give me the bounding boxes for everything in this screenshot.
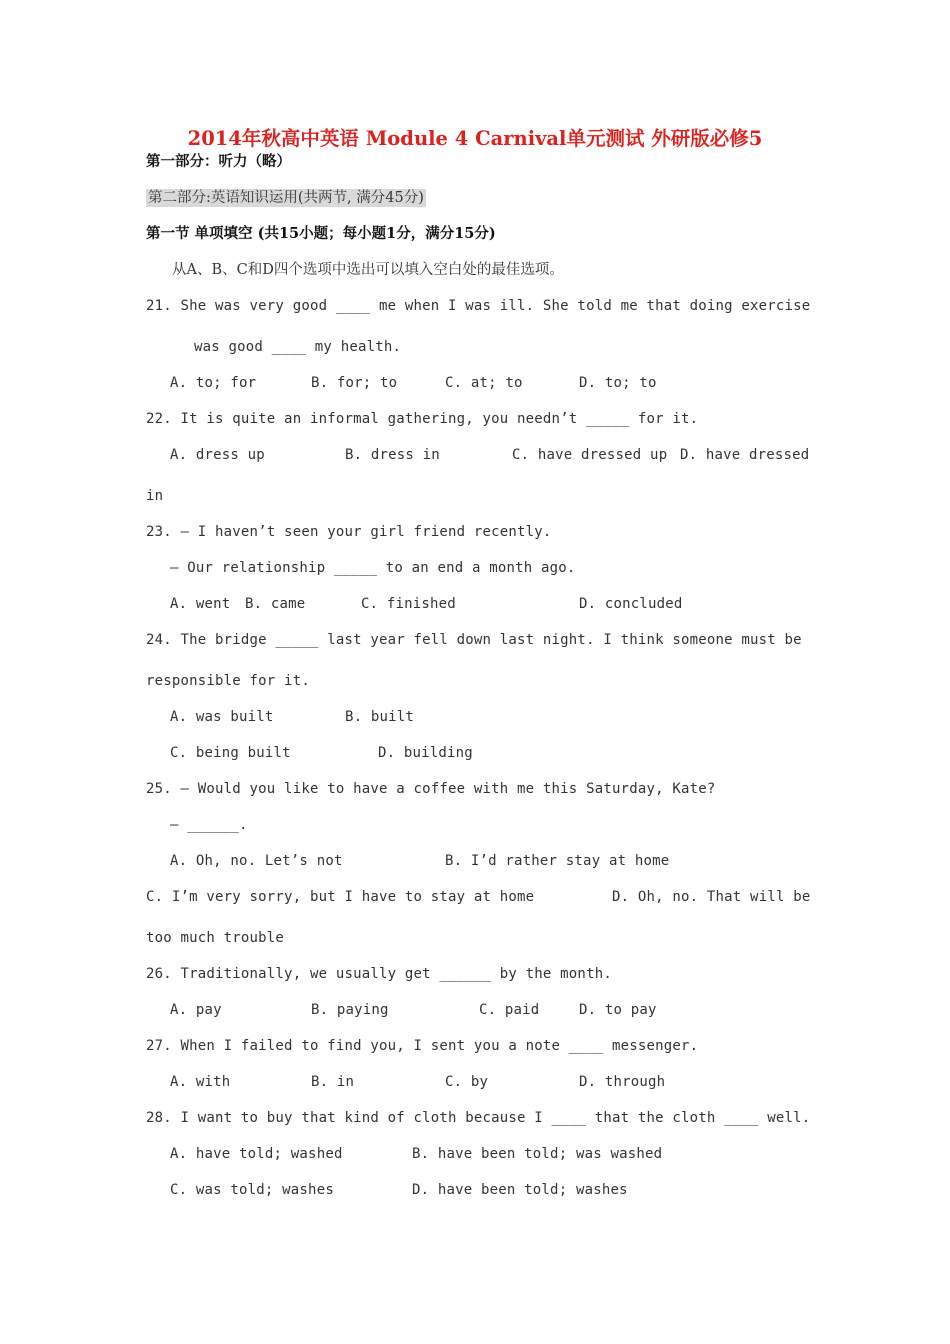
question-27-option-c: C. by bbox=[445, 1074, 489, 1090]
question-26-option-a: A. pay bbox=[170, 1002, 222, 1018]
question-25-option-d: D. Oh, no. That will be bbox=[612, 889, 811, 905]
question-22-option-b: B. dress in bbox=[345, 447, 440, 463]
part2-heading-text: 第二部分:英语知识运用(共两节, 满分45分) bbox=[148, 190, 424, 206]
question-26-option-c: C. paid bbox=[479, 1002, 540, 1018]
question-25-option-b: B. I’d rather stay at home bbox=[445, 853, 670, 869]
question-25-option-d-wrap: too much trouble bbox=[146, 930, 285, 946]
question-21-stem-cont: was good ____ my health. bbox=[194, 339, 402, 355]
question-23-option-a: A. went bbox=[170, 596, 231, 612]
question-25-option-c: C. I’m very sorry, but I have to stay at home bbox=[146, 889, 535, 905]
question-24-stem: 24. The bridge _____ last year fell down last night. I think someone must be bbox=[146, 632, 802, 648]
question-26-option-d: D. to pay bbox=[579, 1002, 657, 1018]
question-22-option-c: C. have dressed up bbox=[512, 447, 668, 463]
question-27-option-a: A. with bbox=[170, 1074, 231, 1090]
question-21-option-c: C. at; to bbox=[445, 375, 523, 391]
question-22-option-a: A. dress up bbox=[170, 447, 265, 463]
question-28-option-b: B. have been told; was washed bbox=[412, 1146, 663, 1162]
question-25-stem: 25. — Would you like to have a coffee with me this Saturday, Kate? bbox=[146, 781, 716, 797]
question-21-stem: 21. She was very good ____ me when I was ill. She told me that doing exercise bbox=[146, 298, 811, 314]
question-23-option-d: D. concluded bbox=[579, 596, 683, 612]
question-27-option-d: D. through bbox=[579, 1074, 666, 1090]
instruction-text: 从A、B、C和D四个选项中选出可以填入空白处的最佳选项。 bbox=[172, 262, 564, 278]
document-title: 2014年秋高中英语 Module 4 Carnival单元测试 外研版必修5 bbox=[187, 127, 763, 150]
question-23-option-b: B. came bbox=[245, 596, 306, 612]
question-28-option-d: D. have been told; washes bbox=[412, 1182, 628, 1198]
question-23-stem: 23. — I haven’t seen your girl friend recently. bbox=[146, 524, 552, 540]
question-24-option-c: C. being built bbox=[170, 745, 291, 761]
question-28-option-a: A. have told; washed bbox=[170, 1146, 343, 1162]
part1-heading: 第一部分：听力（略） bbox=[146, 153, 291, 170]
question-21-option-a: A. to; for bbox=[170, 375, 257, 391]
question-28-stem: 28. I want to buy that kind of cloth because I ____ that the cloth ____ well. bbox=[146, 1110, 811, 1126]
question-22-option-d-wrap: in bbox=[146, 488, 164, 504]
question-21-option-d: D. to; to bbox=[579, 375, 657, 391]
question-21-option-b: B. for; to bbox=[311, 375, 398, 391]
question-26-stem: 26. Traditionally, we usually get ______ by the month. bbox=[146, 966, 612, 982]
question-24-stem-cont: responsible for it. bbox=[146, 673, 310, 689]
section1-heading: 第一节 单项填空 (共15小题；每小题1分，满分15分) bbox=[146, 225, 496, 242]
question-24-option-a: A. was built bbox=[170, 709, 274, 725]
question-24-option-d: D. building bbox=[378, 745, 473, 761]
part2-heading bbox=[146, 188, 426, 208]
question-25-stem-cont: — ______. bbox=[170, 817, 248, 833]
question-28-option-c: C. was told; washes bbox=[170, 1182, 334, 1198]
question-27-stem: 27. When I failed to find you, I sent you a note ____ messenger. bbox=[146, 1038, 699, 1054]
question-24-option-b: B. built bbox=[345, 709, 415, 725]
question-22-option-d: D. have dressed bbox=[680, 447, 810, 463]
question-23-stem-cont: — Our relationship _____ to an end a month ago. bbox=[170, 560, 576, 576]
question-23-option-c: C. finished bbox=[361, 596, 456, 612]
question-27-option-b: B. in bbox=[311, 1074, 355, 1090]
question-22-stem: 22. It is quite an informal gathering, you needn’t _____ for it. bbox=[146, 411, 699, 427]
question-26-option-b: B. paying bbox=[311, 1002, 389, 1018]
question-25-option-a: A. Oh, no. Let’s not bbox=[170, 853, 343, 869]
